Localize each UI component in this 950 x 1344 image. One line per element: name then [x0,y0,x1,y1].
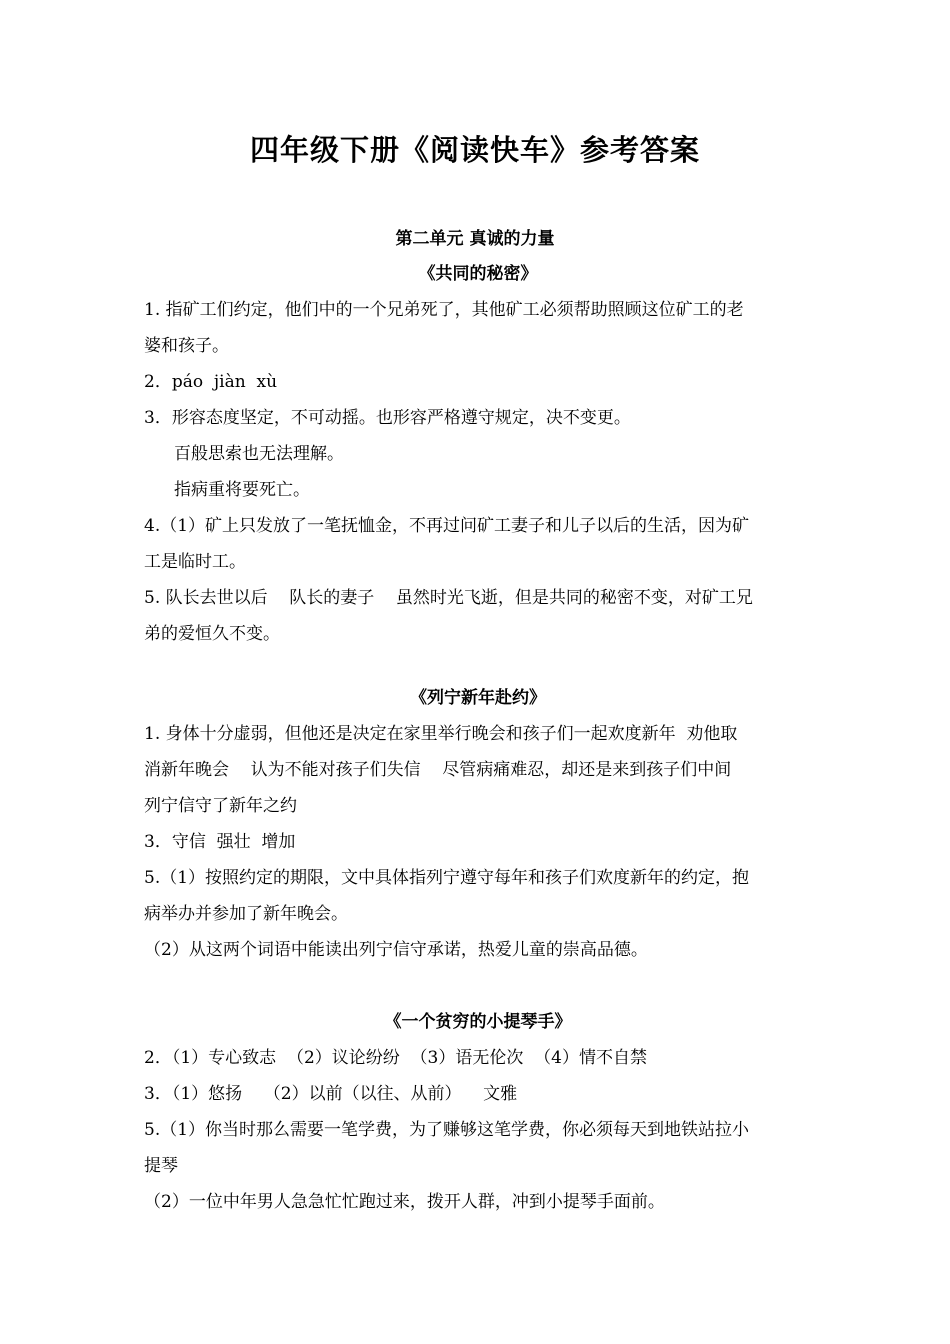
answer-line: 5.（1）你当时那么需要一笔学费，为了赚够这笔学费，你必须每天到地铁站拉小 [144,1120,750,1140]
unit-heading: 第二单元 真诚的力量 [395,229,555,249]
section-title: 《列宁新年赴约》 [410,688,546,708]
answer-line: （2）从这两个词语中能读出列宁信守承诺，热爱儿童的崇高品德。 [144,940,648,960]
section-title: 《一个贫穷的小提琴手》 [384,1012,572,1032]
section-common-secret [144,256,812,652]
section-title: 《共同的秘密》 [418,264,538,284]
answer-line: 3．守信 强壮 增加 [144,832,296,852]
section-lenin-new-year [144,680,812,968]
answer-line: （2）一位中年男人急急忙忙跑过来，拨开人群，冲到小提琴手面前。 [144,1192,665,1212]
answer-line: 5.（1）按照约定的期限，文中具体指列宁遵守每年和孩子们欢度新年的约定，抱 [144,868,750,888]
section-poor-violinist [144,1004,812,1220]
answer-line: 婆和孩子。 [144,336,229,356]
answer-line: 工是临时工。 [144,552,246,572]
answer-line: 3．（1）悠扬 （2）以前（以往、从前） 文雅 [144,1084,518,1104]
answer-line: 病举办并参加了新年晚会。 [144,904,348,924]
answer-line: 2．（1）专心致志 （2）议论纷纷 （3）语无伦次 （4）情不自禁 [144,1048,648,1068]
answer-line: 4.（1）矿上只发放了一笔抚恤金，不再过问矿工妻子和儿子以后的生活，因为矿 [144,516,750,536]
answer-line: 百般思索也无法理解。 [174,444,344,464]
answer-line: 2．páo jiàn xù [144,372,278,392]
answer-line: 消新年晚会 认为不能对孩子们失信 尽管病痛难忍，却还是来到孩子们中间 [144,760,732,780]
answer-line: 提琴 [144,1156,178,1176]
answer-line: 1. 指矿工们约定，他们中的一个兄弟死了，其他矿工必须帮助照顾这位矿工的老 [144,300,744,320]
answer-line: 列宁信守了新年之约 [144,796,297,816]
answer-line: 3．形容态度坚定，不可动摇。也形容严格遵守规定，决不变更。 [144,408,631,428]
document-title: 四年级下册《阅读快车》参考答案 [249,133,700,167]
answer-line: 弟的爱恒久不变。 [144,624,280,644]
answer-line: 5. 队长去世以后 队长的妻子 虽然时光飞逝，但是共同的秘密不变，对矿工兄 [144,588,753,608]
answer-line: 1. 身体十分虚弱，但他还是决定在家里举行晚会和孩子们一起欢度新年 劝他取 [144,724,738,744]
answer-line: 指病重将要死亡。 [174,480,310,500]
